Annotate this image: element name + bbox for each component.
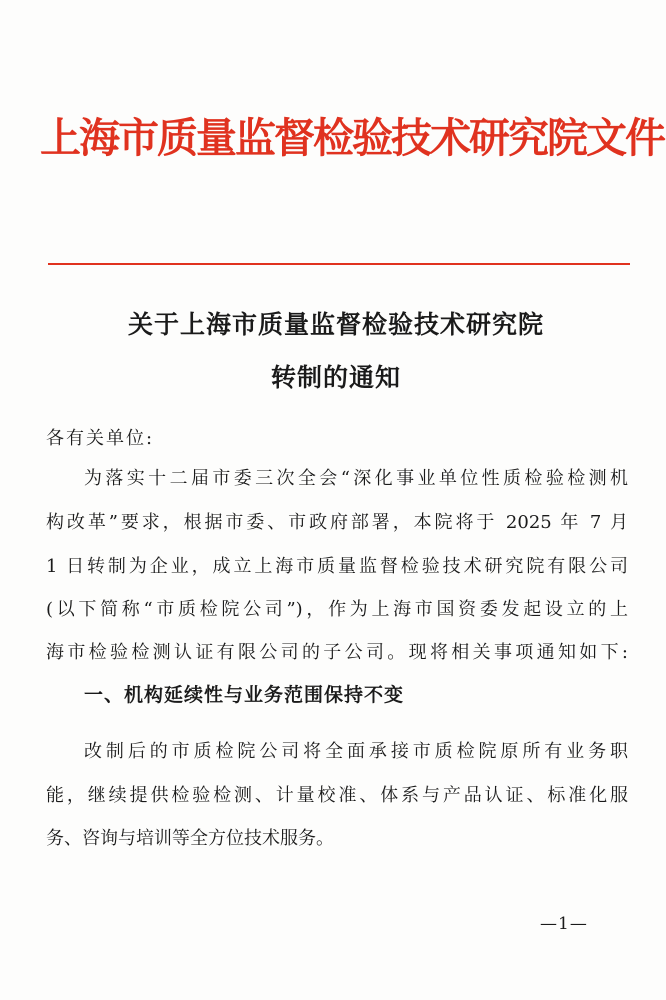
salutation: 各有关单位: [46, 428, 155, 449]
document-title-line-2: 转制的通知 [270, 363, 401, 392]
paragraph-1-line-5: 海市检验检测认证有限公司的子公司。现将相关事项通知如下: [46, 642, 628, 663]
section-1-heading: 一、机构延续性与业务范围保持不变 [84, 684, 405, 706]
red-separator-rule [48, 263, 630, 265]
paragraph-2-line-1: 改制后的市质检院公司将全面承接市质检院原所有业务职 [84, 741, 628, 762]
paragraph-1-line-4: (以下简称“市质检院公司”)，作为上海市国资委发起设立的上 [46, 599, 628, 620]
paragraph-2-line-2: 能，继续提供检验检测、计量校准、体系与产品认证、标准化服 [46, 785, 628, 806]
paragraph-1-line-2: 构改革”要求，根据市委、市政府部署，本院将于 2025 年 7 月 [46, 512, 628, 533]
issuer-title: 上海市质量监督检验技术研究院文件 [40, 114, 664, 162]
page-number: —1— [540, 914, 588, 934]
paragraph-2-line-3: 务、咨询与培训等全方位技术服务。 [46, 828, 334, 849]
paragraph-1-line-1: 为落实十二届市委三次全会“深化事业单位性质检验检测机 [84, 468, 628, 489]
document-title-line-1: 关于上海市质量监督检验技术研究院 [127, 310, 544, 339]
paragraph-1-line-3: 1 日转制为企业，成立上海市质量监督检验技术研究院有限公司 [46, 556, 628, 577]
